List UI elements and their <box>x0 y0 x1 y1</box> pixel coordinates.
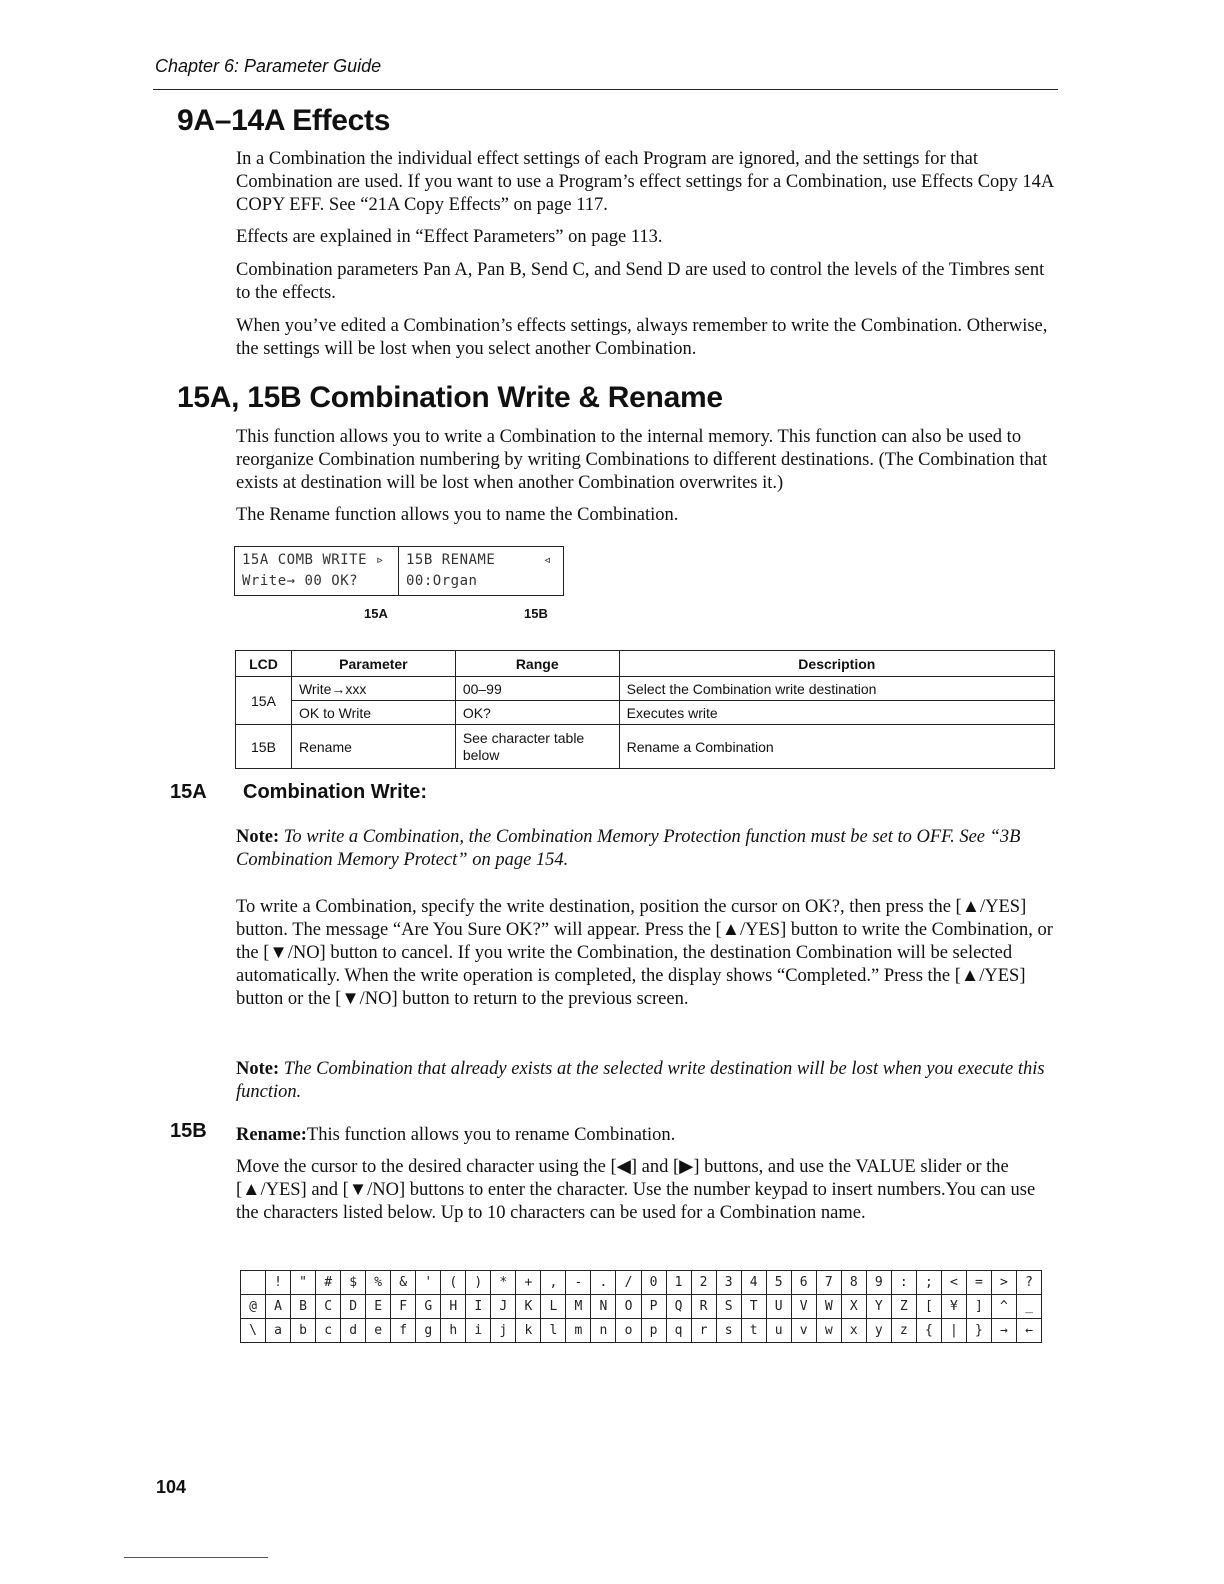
paragraph: Move the cursor to the desired character using the [◀] and [▶] buttons, and use the VALUE slider or the [▲/YES] and [▼/NO] buttons to enter the character. Use the number keypad to insert numbers.You can use the characters listed below. Up to 10 characters can be used for a Combination name. <box>236 1157 1036 1223</box>
rename-intro-text: This function allows you to rename Combination. <box>306 1125 676 1145</box>
parameter-table <box>235 650 1055 769</box>
note-overwrite <box>236 1058 1056 1104</box>
lcd-label-15a: 15A <box>364 606 388 621</box>
char-cell: ; <box>916 1271 941 1295</box>
char-cell: C <box>316 1295 341 1319</box>
header-rule <box>153 89 1058 90</box>
char-cell: K <box>516 1295 541 1319</box>
char-cell: k <box>516 1319 541 1343</box>
table-cell: Rename a Combination <box>619 725 1054 769</box>
char-cell: l <box>541 1319 566 1343</box>
char-cell: E <box>366 1295 391 1319</box>
footer-line <box>124 1557 268 1558</box>
char-cell: 3 <box>716 1271 741 1295</box>
char-cell: 5 <box>766 1271 791 1295</box>
char-cell: D <box>341 1295 366 1319</box>
subsection-code-15a: 15A <box>170 781 207 803</box>
char-cell: . <box>591 1271 616 1295</box>
char-cell: 0 <box>641 1271 666 1295</box>
char-cell: 8 <box>841 1271 866 1295</box>
column-header: Description <box>619 651 1054 677</box>
char-cell: S <box>716 1295 741 1319</box>
char-cell: Q <box>666 1295 691 1319</box>
char-cell: _ <box>1016 1295 1041 1319</box>
subsection-title-write: Combination Write: <box>243 781 428 803</box>
char-cell: | <box>941 1319 966 1343</box>
char-cell: x <box>841 1319 866 1343</box>
char-cell: $ <box>341 1271 366 1295</box>
char-cell: I <box>466 1295 491 1319</box>
note-write-protect <box>236 826 1056 872</box>
char-cell: ( <box>441 1271 466 1295</box>
char-cell: J <box>491 1295 516 1319</box>
char-cell: A <box>266 1295 291 1319</box>
char-cell: i <box>466 1319 491 1343</box>
table-header-row <box>236 651 1055 677</box>
table-cell: See character table below <box>455 725 619 769</box>
char-cell: a <box>266 1319 291 1343</box>
char-cell: # <box>316 1271 341 1295</box>
char-cell: , <box>541 1271 566 1295</box>
subsection-code-15b: 15B <box>170 1120 207 1142</box>
char-cell: 7 <box>816 1271 841 1295</box>
table-cell: Select the Combination write destination <box>619 677 1054 701</box>
char-cell: * <box>491 1271 516 1295</box>
char-cell: P <box>641 1295 666 1319</box>
char-cell: v <box>791 1319 816 1343</box>
lcd-left-arrow-icon: ◃ <box>543 552 552 568</box>
note-text: To write a Combination, the Combination Memory Protection function must be set to OFF. See “3B Combination Memory Protect” on page 154. <box>236 827 1021 870</box>
column-header: Range <box>455 651 619 677</box>
table-cell-lcd: 15A <box>236 677 292 725</box>
char-cell: ' <box>416 1271 441 1295</box>
char-cell: p <box>641 1319 666 1343</box>
char-cell: f <box>391 1319 416 1343</box>
paragraph: Effects are explained in “Effect Parameters” on page 113. <box>236 227 663 247</box>
paragraph: To write a Combination, specify the write destination, position the cursor on OK?, then press the [▲/YES] button. The message “Are You Sure OK?” will appear. Press the [▲/YES] button to write the Combination, or the [▼/NO] button to cancel. If you write the Combination, the destination Combination will be selected automatically. When the write operation is completed, the display shows “Completed.” Press the [▲/YES] button or the [▼/NO] button to return to the previous screen. <box>236 897 1053 1009</box>
section-title-write-rename: 15A, 15B Combination Write & Rename <box>177 381 723 414</box>
char-table-row <box>241 1319 1042 1343</box>
lcd-15b-line1: 15B RENAME <box>406 552 496 568</box>
char-cell: H <box>441 1295 466 1319</box>
character-table <box>240 1270 1042 1343</box>
char-cell: % <box>366 1271 391 1295</box>
char-cell: u <box>766 1319 791 1343</box>
table-cell: Write→xxx <box>291 677 455 701</box>
char-cell: → <box>991 1319 1016 1343</box>
char-cell: R <box>691 1295 716 1319</box>
char-cell: z <box>891 1319 916 1343</box>
char-cell: Z <box>891 1295 916 1319</box>
char-cell: j <box>491 1319 516 1343</box>
char-cell: 1 <box>666 1271 691 1295</box>
char-cell: - <box>566 1271 591 1295</box>
paragraph: The Rename function allows you to name the Combination. <box>236 505 679 525</box>
char-cell: \ <box>241 1319 266 1343</box>
table-row <box>236 701 1055 725</box>
char-cell: < <box>941 1271 966 1295</box>
char-cell: d <box>341 1319 366 1343</box>
page-number: 104 <box>156 1477 187 1497</box>
char-cell: t <box>741 1319 766 1343</box>
char-cell: > <box>991 1271 1016 1295</box>
char-cell: h <box>441 1319 466 1343</box>
lcd-15a-line2: Write→ 00 OK? <box>242 573 359 589</box>
char-cell: 4 <box>741 1271 766 1295</box>
char-cell: " <box>291 1271 316 1295</box>
char-cell: 6 <box>791 1271 816 1295</box>
paragraph: Combination parameters Pan A, Pan B, Send C, and Send D are used to control the levels of the Timbres sent to the effects. <box>236 260 1045 303</box>
char-cell: n <box>591 1319 616 1343</box>
char-cell: Y <box>866 1295 891 1319</box>
char-cell: b <box>291 1319 316 1343</box>
char-cell: s <box>716 1319 741 1343</box>
char-cell: { <box>916 1319 941 1343</box>
running-head: Chapter 6: Parameter Guide <box>155 56 382 76</box>
char-cell: w <box>816 1319 841 1343</box>
char-cell: W <box>816 1295 841 1319</box>
lcd-15a-line1: 15A COMB WRITE ▹ <box>242 552 385 568</box>
rename-intro <box>236 1124 1056 1147</box>
char-cell: ] <box>966 1295 991 1319</box>
table-row <box>236 725 1055 769</box>
note-text: The Combination that already exists at the selected write destination will be lost when you execute this function. <box>236 1059 1045 1102</box>
char-cell: } <box>966 1319 991 1343</box>
char-cell: c <box>316 1319 341 1343</box>
char-cell: r <box>691 1319 716 1343</box>
char-cell: = <box>966 1271 991 1295</box>
table-cell: Executes write <box>619 701 1054 725</box>
char-cell: B <box>291 1295 316 1319</box>
char-cell: G <box>416 1295 441 1319</box>
section-title-effects: 9A–14A Effects <box>177 104 391 137</box>
paragraph: This function allows you to write a Combination to the internal memory. This function can also be used to reorganize Combination numbering by writing Combinations to different destinations. (The Combination that exists at destination will be lost when another Combination overwrites it.) <box>236 427 1048 493</box>
char-cell: U <box>766 1295 791 1319</box>
char-cell: : <box>891 1271 916 1295</box>
char-cell: ^ <box>991 1295 1016 1319</box>
char-cell: o <box>616 1319 641 1343</box>
char-cell: g <box>416 1319 441 1343</box>
lcd-label-15b: 15B <box>524 606 548 621</box>
char-cell: L <box>541 1295 566 1319</box>
char-cell: m <box>566 1319 591 1343</box>
char-cell: V <box>791 1295 816 1319</box>
char-cell: ? <box>1016 1271 1041 1295</box>
char-cell: ! <box>266 1271 291 1295</box>
char-cell: ) <box>466 1271 491 1295</box>
column-header: LCD <box>236 651 292 677</box>
table-row <box>236 677 1055 701</box>
char-cell: O <box>616 1295 641 1319</box>
char-cell: M <box>566 1295 591 1319</box>
lcd-15b-line2: 00:Organ <box>406 573 478 589</box>
char-cell: X <box>841 1295 866 1319</box>
char-cell: ← <box>1016 1319 1041 1343</box>
char-cell: F <box>391 1295 416 1319</box>
char-cell: T <box>741 1295 766 1319</box>
note-label: Note: <box>236 827 280 847</box>
char-table-row <box>241 1295 1042 1319</box>
char-cell: ¥ <box>941 1295 966 1319</box>
char-cell: @ <box>241 1295 266 1319</box>
table-cell-lcd: 15B <box>236 725 292 769</box>
char-cell: y <box>866 1319 891 1343</box>
char-cell: 2 <box>691 1271 716 1295</box>
char-cell: q <box>666 1319 691 1343</box>
char-cell: + <box>516 1271 541 1295</box>
lcd-divider <box>398 546 399 596</box>
paragraph: In a Combination the individual effect settings of each Program are ignored, and the settings for that Combination are used. If you want to use a Program’s effect settings for a Combination, use Effects Copy 14A COPY EFF. See “21A Copy Effects” on page 117. <box>236 149 1054 215</box>
column-header: Parameter <box>291 651 455 677</box>
char-cell: e <box>366 1319 391 1343</box>
paragraph: When you’ve edited a Combination’s effects settings, always remember to write the Combination. Otherwise, the settings will be lost when you select another Combination. <box>236 316 1048 359</box>
subsection-title-rename: Rename: <box>236 1125 307 1145</box>
table-cell: Rename <box>291 725 455 769</box>
note-label: Note: <box>236 1059 280 1079</box>
char-cell <box>241 1271 266 1295</box>
char-table-row <box>241 1271 1042 1295</box>
char-cell: [ <box>916 1295 941 1319</box>
char-cell: & <box>391 1271 416 1295</box>
table-cell: 00–99 <box>455 677 619 701</box>
char-cell: 9 <box>866 1271 891 1295</box>
table-cell: OK? <box>455 701 619 725</box>
table-cell: OK to Write <box>291 701 455 725</box>
char-cell: / <box>616 1271 641 1295</box>
char-cell: N <box>591 1295 616 1319</box>
